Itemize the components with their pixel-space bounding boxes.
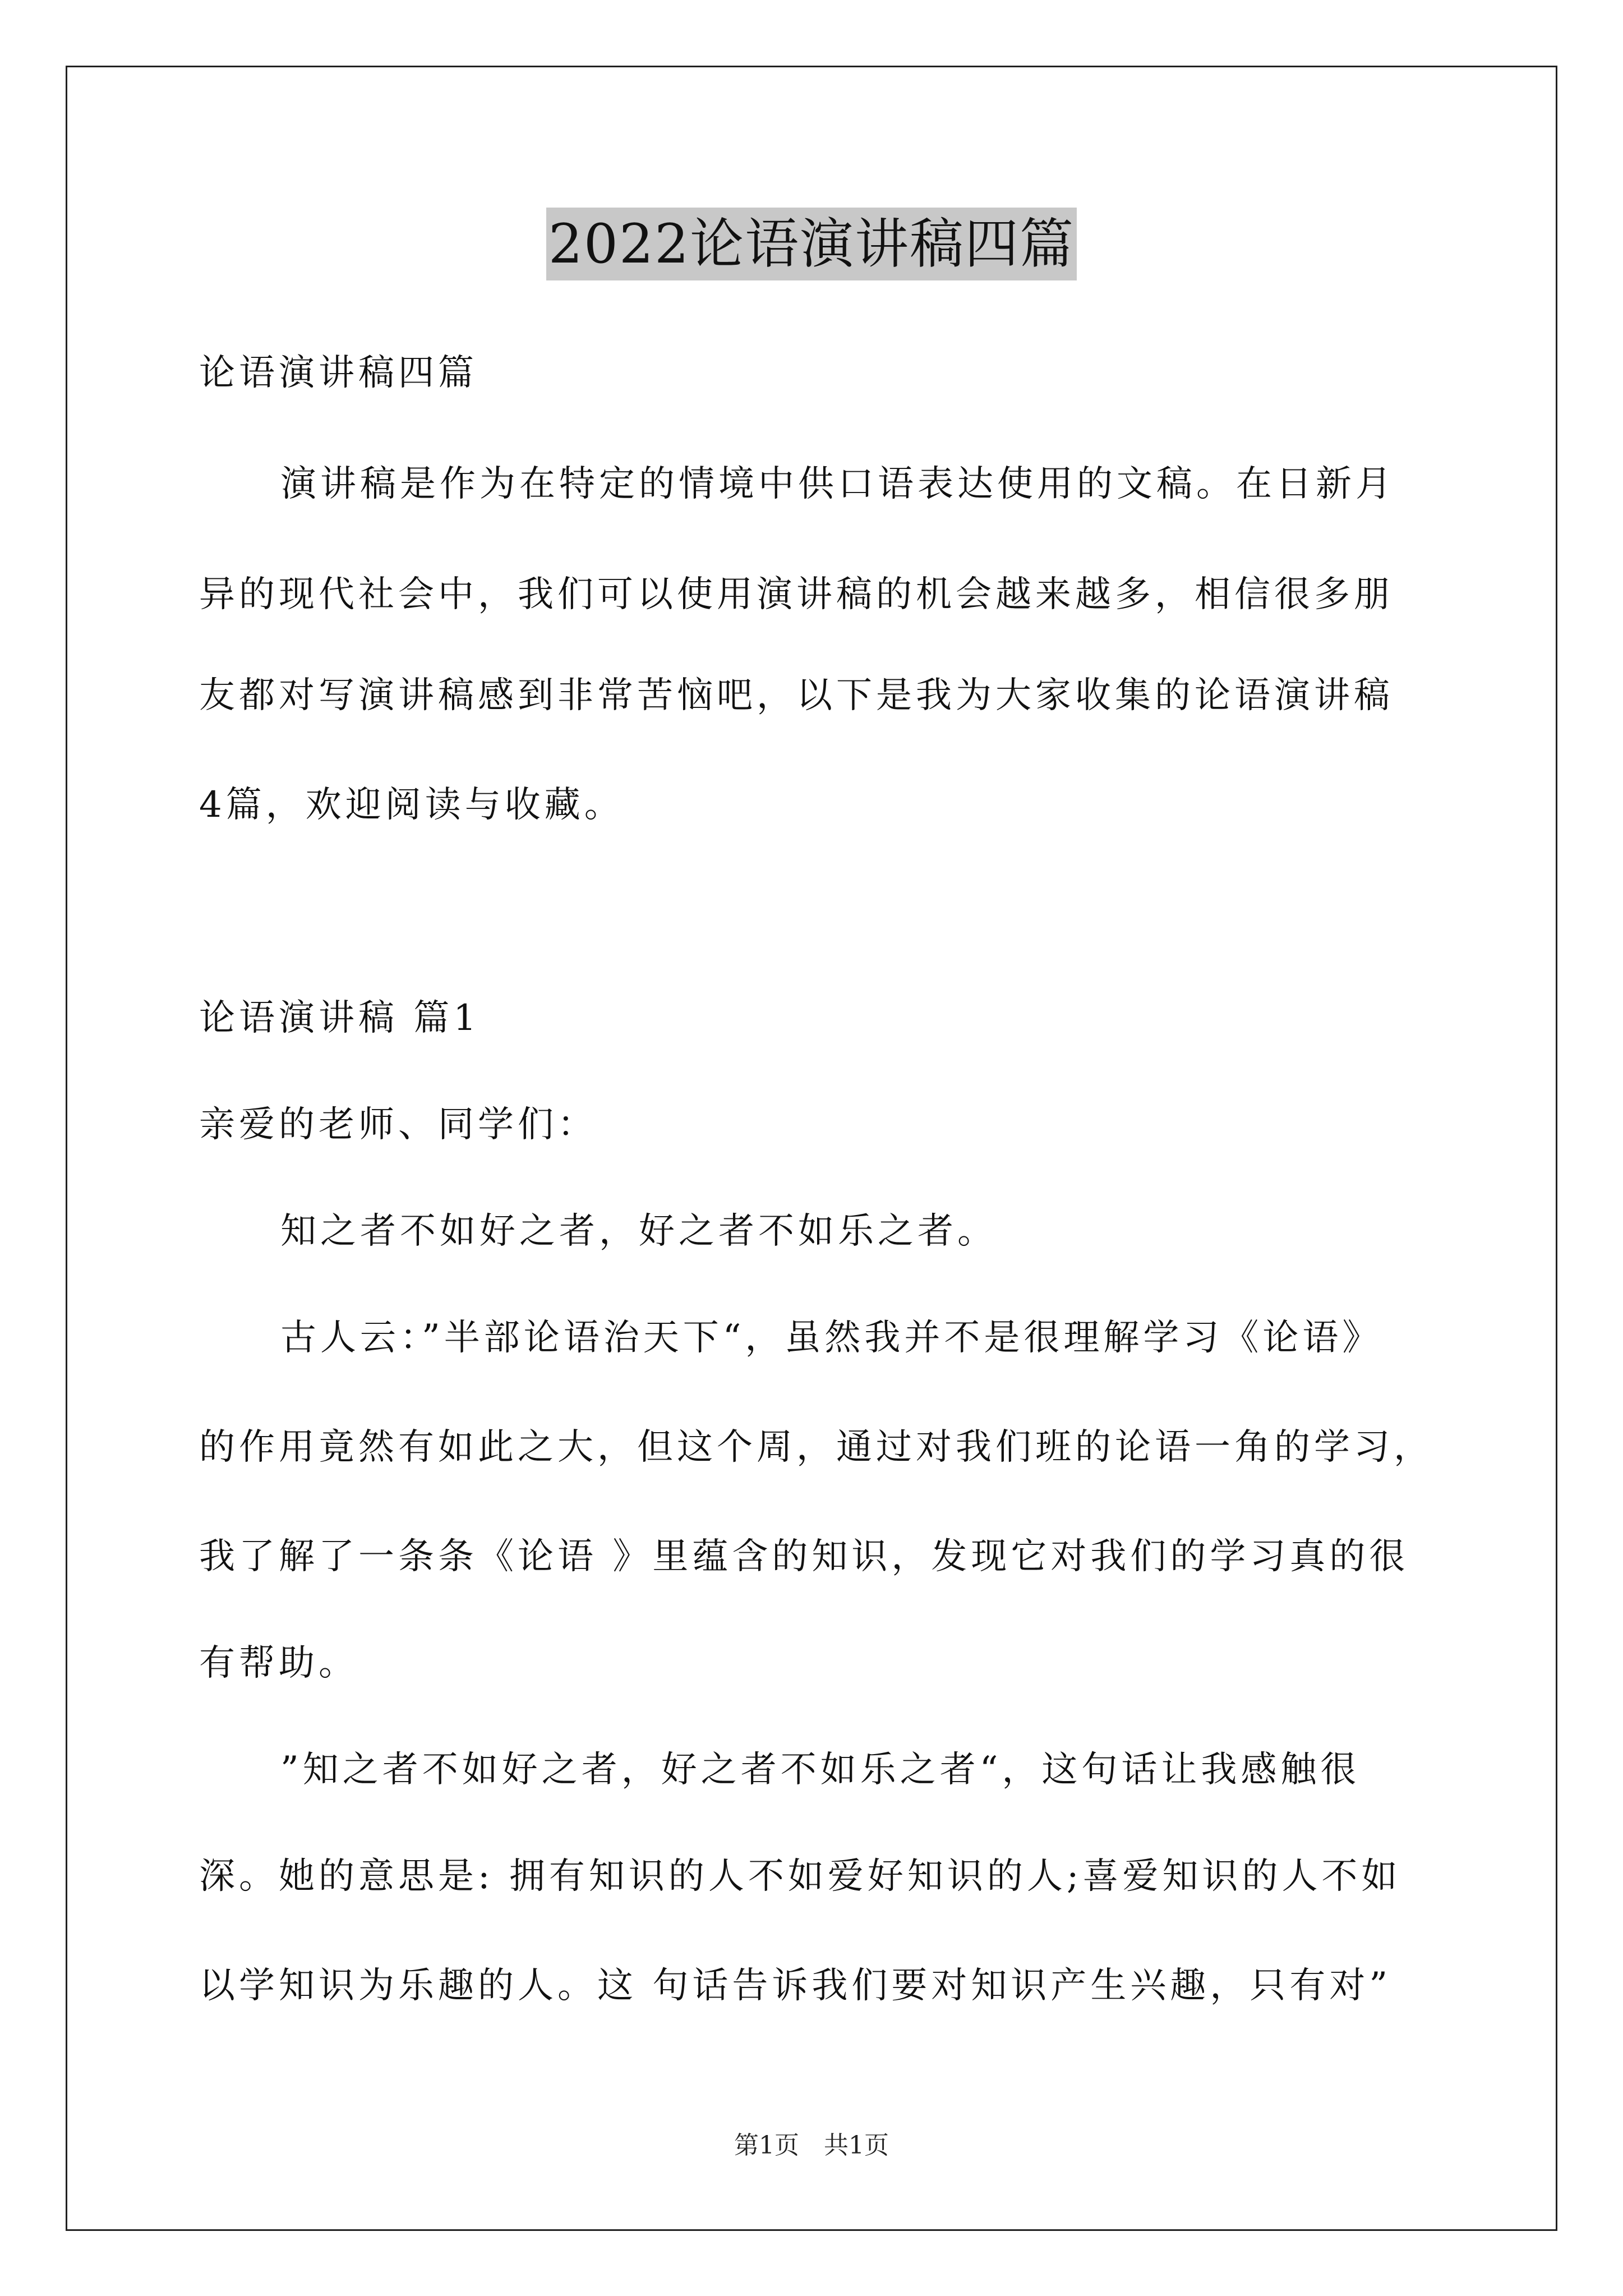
- subtitle-line: 论语演讲稿四篇: [199, 352, 478, 394]
- document-title: 2022论语演讲稿四篇: [546, 208, 1077, 280]
- paragraph-line: 演讲稿是作为在特定的情境中供口语表达使用的文稿。在日新月: [280, 463, 1395, 505]
- page-footer: 第1页 共1页: [734, 2131, 889, 2160]
- paragraph-line: 4篇，欢迎阅读与收藏。: [199, 784, 624, 826]
- salutation-line: 亲爱的老师、同学们：: [199, 1104, 597, 1145]
- paragraph-line: 深。她的意思是: 拥有知识的人不如爱好知识的人;喜爱知识的人不如: [199, 1856, 1401, 1897]
- section-heading: 论语演讲稿 篇1: [199, 997, 481, 1039]
- paragraph-line: ”知之者不如好之者，好之者不如乐之者“，这句话让我感触很: [280, 1749, 1361, 1791]
- paragraph-line: 知之者不如好之者，好之者不如乐之者。: [280, 1211, 997, 1252]
- paragraph-line: 有帮助。: [199, 1642, 358, 1684]
- paragraph-line: 友都对写演讲稿感到非常苦恼吧，以下是我为大家收集的论语演讲稿: [199, 675, 1394, 716]
- paragraph-line: 古人云：”半部论语治天下“，虽然我并不是很理解学习《论语》: [280, 1317, 1382, 1359]
- paragraph-line: 的作用竟然有如此之大，但这个周，通过对我们班的论语一角的学习，: [199, 1427, 1433, 1468]
- paragraph-line: 以学知识为乐趣的人。这 句话告诉我们要对知识产生兴趣，只有对”: [199, 1965, 1392, 2007]
- paragraph-line: 异的现代社会中，我们可以使用演讲稿的机会越来越多，相信很多朋: [199, 574, 1394, 615]
- title-wrapper: [0, 208, 1623, 280]
- paragraph-line: 我了解了一条条《论语 》里蕴含的知识，发现它对我们的学习真的很: [199, 1536, 1409, 1577]
